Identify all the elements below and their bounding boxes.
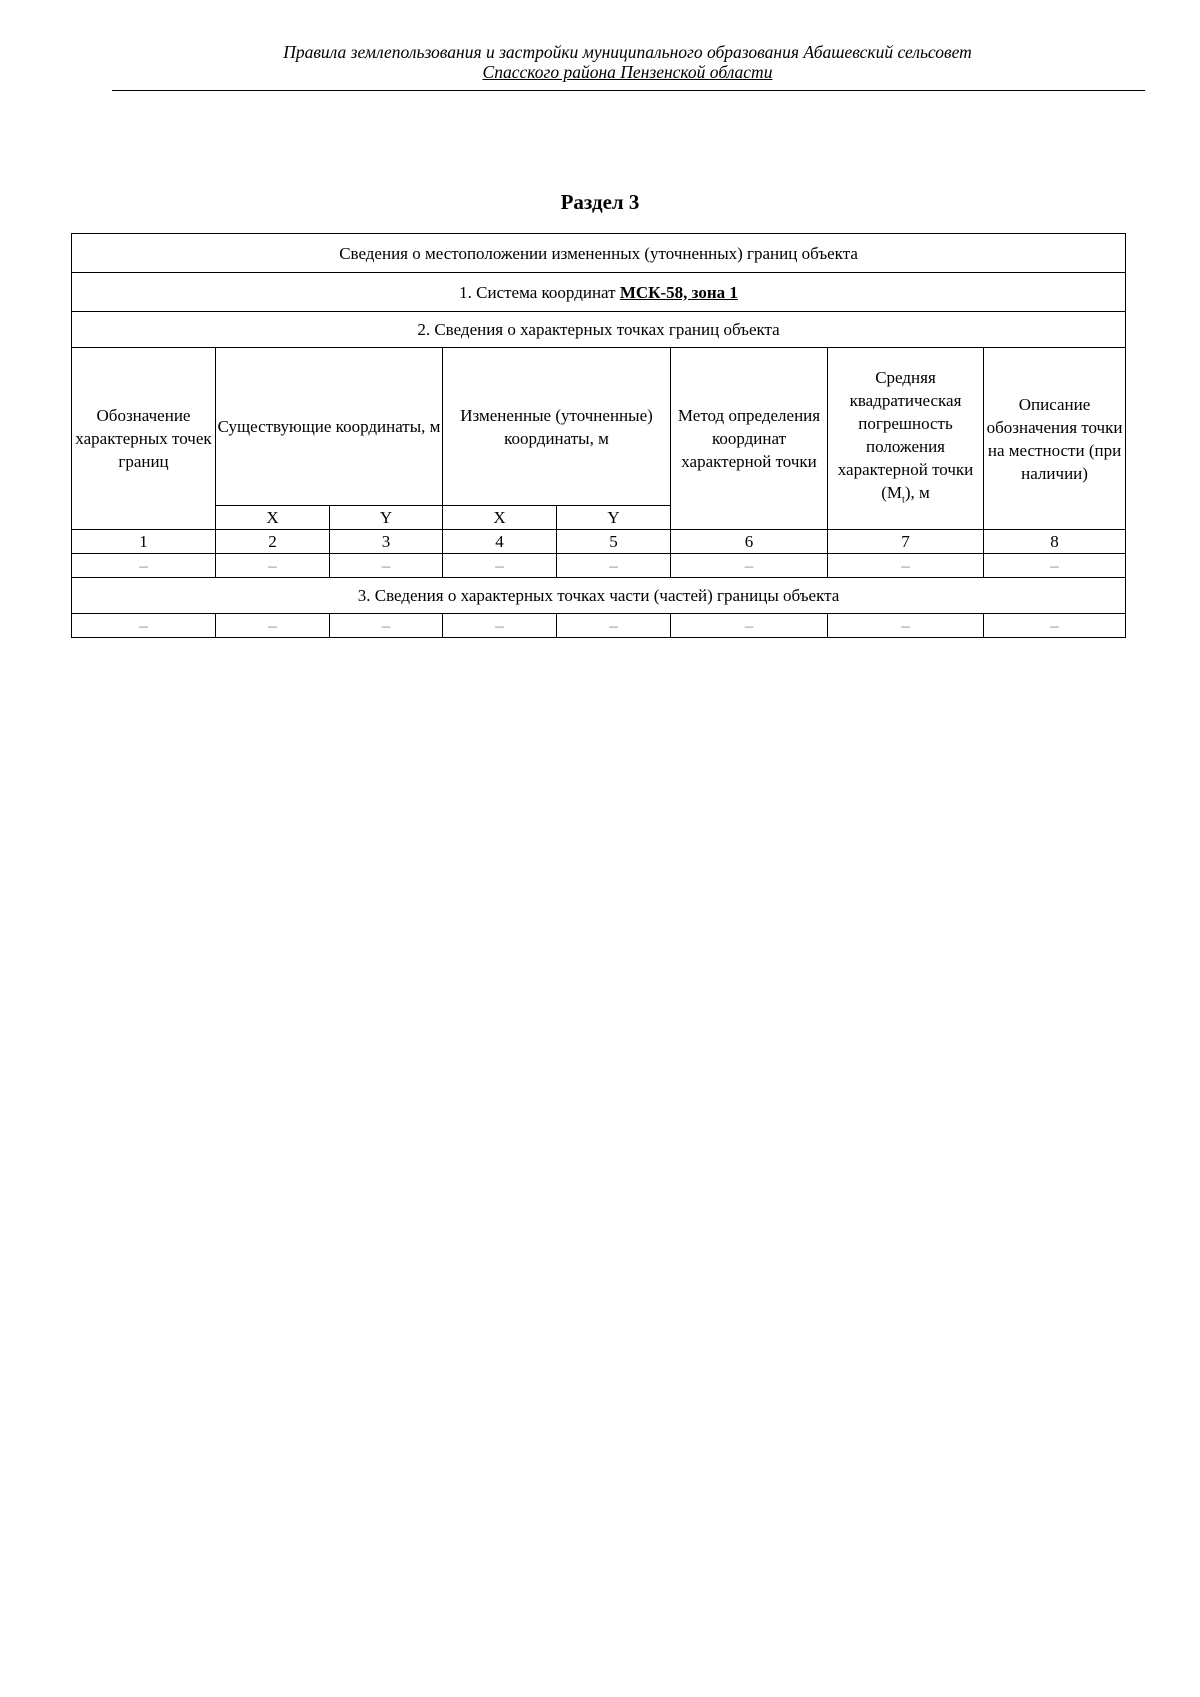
table-caption: Сведения о местоположении измененных (уточненных) границ объекта xyxy=(72,234,1126,273)
col-header-existing-x: X xyxy=(216,506,330,530)
column-number: 1 xyxy=(72,530,216,554)
col-header-changed-y: Y xyxy=(557,506,671,530)
coord-system-label: 1. Система координат xyxy=(459,282,616,302)
parts-section-label: 3. Сведения о характерных точках части (частей) границы объекта xyxy=(72,578,1126,614)
column-number: 4 xyxy=(443,530,557,554)
col-header-error-text: Средняя квадратическая погрешность положения характерной точки (M xyxy=(837,367,974,502)
running-header-line-1: Правила землепользования и застройки муниципального образования Абашевский сельсовет xyxy=(283,42,972,62)
col-header-changed-x: X xyxy=(443,506,557,530)
table-cell: – xyxy=(671,614,828,638)
table-cell: – xyxy=(216,554,330,578)
col-header-method: Метод определения координат характерной точки xyxy=(671,348,828,530)
table-cell: – xyxy=(557,614,671,638)
table-cell: – xyxy=(828,554,984,578)
table-cell: – xyxy=(557,554,671,578)
table-cell: – xyxy=(443,614,557,638)
column-number: 5 xyxy=(557,530,671,554)
table-cell: – xyxy=(72,554,216,578)
col-header-existing-y: Y xyxy=(330,506,443,530)
table-cell: – xyxy=(330,554,443,578)
coord-system-row xyxy=(72,273,1126,312)
column-number-row xyxy=(72,530,1126,554)
table-cell: – xyxy=(72,614,216,638)
table-cell: – xyxy=(984,554,1126,578)
col-header-description: Описание обозначения точки на местности (при наличии) xyxy=(984,348,1126,530)
table-cell: – xyxy=(671,554,828,578)
table-cell: – xyxy=(330,614,443,638)
col-header-error xyxy=(828,348,984,530)
column-number: 2 xyxy=(216,530,330,554)
col-header-changed-coords: Измененные (уточненные) координаты, м xyxy=(443,348,671,506)
boundary-table xyxy=(71,233,1126,638)
table-row xyxy=(72,554,1126,578)
points-section-label: 2. Сведения о характерных точках границ объекта xyxy=(72,312,1126,348)
col-header-error-tail: ), м xyxy=(904,482,930,502)
running-header xyxy=(110,42,1145,82)
header-rule xyxy=(112,90,1145,91)
table-cell: – xyxy=(216,614,330,638)
section-title: Раздел 3 xyxy=(560,190,640,214)
column-number: 6 xyxy=(671,530,828,554)
col-header-error-subscript: t xyxy=(902,494,905,506)
running-header-line-2: Спасского района Пензенской области xyxy=(482,62,773,82)
table-row xyxy=(72,614,1126,638)
column-number: 7 xyxy=(828,530,984,554)
column-number: 8 xyxy=(984,530,1126,554)
col-header-existing-coords: Существующие координаты, м xyxy=(216,348,443,506)
table-cell: – xyxy=(443,554,557,578)
table-cell: – xyxy=(984,614,1126,638)
table-cell: – xyxy=(828,614,984,638)
coord-system-value: МСК-58, зона 1 xyxy=(619,282,738,302)
column-number: 3 xyxy=(330,530,443,554)
col-header-designation: Обозначение характерных точек границ xyxy=(72,348,216,530)
